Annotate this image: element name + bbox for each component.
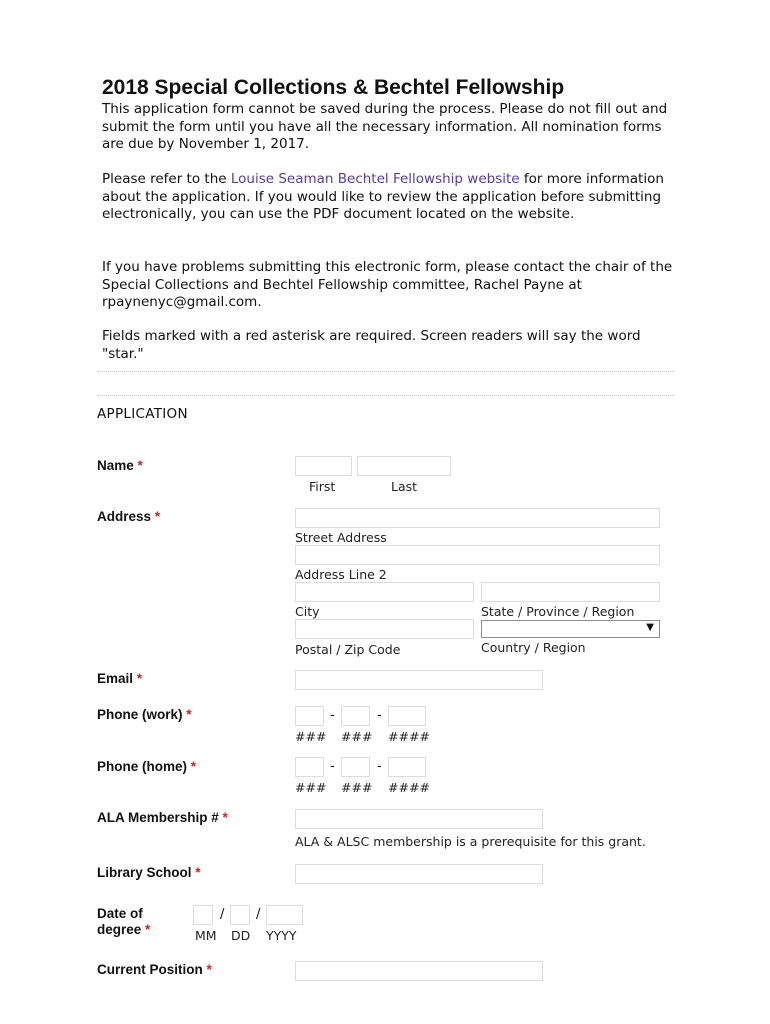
state-caption: State / Province / Region [481, 604, 635, 619]
required-asterisk: * [195, 865, 201, 880]
ala-membership-label-text: ALA Membership # [97, 810, 219, 825]
current-position-label [97, 962, 212, 978]
ala-membership-label [97, 810, 228, 826]
bechtel-website-link[interactable]: Louise Seaman Bechtel Fellowship website [230, 171, 520, 187]
degree-year-input[interactable] [266, 905, 303, 925]
library-school-label [97, 865, 201, 881]
street-address-caption: Street Address [295, 530, 387, 545]
refer-text [102, 171, 682, 224]
country-select[interactable] [481, 620, 660, 638]
page-title: 2018 Special Collections & Bechtel Fellowship [102, 76, 565, 99]
ala-membership-input[interactable] [295, 809, 543, 829]
date-of-degree-label-line1: Date of [97, 906, 143, 921]
name-label-text: Name [97, 458, 134, 473]
required-asterisk: * [190, 759, 197, 774]
divider-top [97, 371, 675, 372]
phone-home-dash: - [377, 759, 382, 774]
current-position-input[interactable] [295, 961, 543, 981]
phone-home-dash: - [330, 759, 335, 774]
city-caption: City [295, 604, 320, 619]
phone-home-label-text: Phone (home) [97, 759, 187, 774]
required-asterisk: * [206, 962, 212, 977]
phone-work-line-caption: #### [388, 729, 430, 744]
address-label [97, 509, 160, 525]
phone-work-label-text: Phone (work) [97, 707, 183, 722]
phone-home-area-caption: ### [295, 780, 327, 795]
phone-work-label [97, 707, 192, 723]
required-asterisk: * [222, 810, 228, 825]
required-asterisk: * [145, 922, 151, 937]
phone-home-line-input[interactable] [388, 757, 426, 777]
phone-work-prefix-input[interactable] [341, 706, 370, 726]
email-input[interactable] [295, 670, 543, 690]
name-label [97, 458, 143, 474]
email-label [97, 671, 142, 687]
address-label-text: Address [97, 509, 152, 524]
date-slash: / [220, 907, 225, 922]
date-of-degree-label-line2: degree [97, 922, 142, 937]
phone-work-dash: - [377, 708, 382, 723]
last-name-input[interactable] [357, 456, 451, 476]
library-school-input[interactable] [295, 864, 543, 884]
last-name-caption: Last [391, 479, 418, 494]
phone-work-area-caption: ### [295, 729, 327, 744]
postal-code-caption: Postal / Zip Code [295, 642, 401, 657]
phone-home-line-caption: #### [388, 780, 430, 795]
street-address-input[interactable] [295, 508, 660, 528]
divider-bottom [97, 395, 675, 396]
degree-year-caption: YYYY [266, 928, 297, 943]
refer-after: for more information about the application. If you would like to review the application before submitting electronically, you can use the PDF document located on the website. [102, 171, 664, 222]
address-line2-input[interactable] [295, 545, 660, 565]
country-caption: Country / Region [481, 640, 586, 655]
refer-before: Please refer to the [102, 171, 231, 187]
phone-work-dash: - [330, 708, 335, 723]
state-input[interactable] [481, 582, 660, 602]
address-line2-caption: Address Line 2 [295, 567, 387, 582]
section-heading: APPLICATION [97, 406, 188, 422]
phone-work-prefix-caption: ### [341, 729, 373, 744]
intro-text: This application form cannot be saved during the process. Please do not fill out and submit the form until you have all the necessary information. All nomination forms are due by November 1, 2017. [102, 101, 668, 152]
email-label-text: Email [97, 671, 134, 686]
ala-membership-note: ALA & ALSC membership is a prerequisite for this grant. [295, 834, 646, 849]
city-input[interactable] [295, 582, 474, 602]
first-name-input[interactable] [295, 456, 352, 476]
required-asterisk: * [137, 458, 143, 473]
degree-month-input[interactable] [193, 905, 213, 925]
required-asterisk: * [136, 671, 143, 686]
phone-home-label [97, 759, 196, 775]
phone-work-area-input[interactable] [295, 706, 324, 726]
current-position-label-text: Current Position [97, 962, 203, 977]
phone-home-prefix-caption: ### [341, 780, 373, 795]
degree-month-caption: MM [195, 928, 217, 943]
first-name-caption: First [309, 479, 336, 494]
required-note: Fields marked with a red asterisk are required. Screen readers will say the word "star." [102, 328, 641, 362]
library-school-label-text: Library School [97, 865, 192, 880]
date-of-degree-label [97, 906, 150, 938]
phone-work-line-input[interactable] [388, 706, 426, 726]
date-slash: / [256, 907, 261, 922]
problems-text: If you have problems submitting this electronic form, please contact the chair of the Special Collections and Bechtel Fellowship committee, Rachel Payne at rpaynenyc@gmail.com. [102, 259, 673, 310]
degree-day-input[interactable] [230, 905, 250, 925]
postal-code-input[interactable] [295, 619, 474, 639]
degree-day-caption: DD [231, 928, 251, 943]
phone-home-prefix-input[interactable] [341, 757, 370, 777]
phone-home-area-input[interactable] [295, 757, 324, 777]
required-asterisk: * [186, 707, 192, 722]
required-asterisk: * [154, 509, 161, 524]
chevron-down-icon: ▼ [646, 622, 654, 633]
